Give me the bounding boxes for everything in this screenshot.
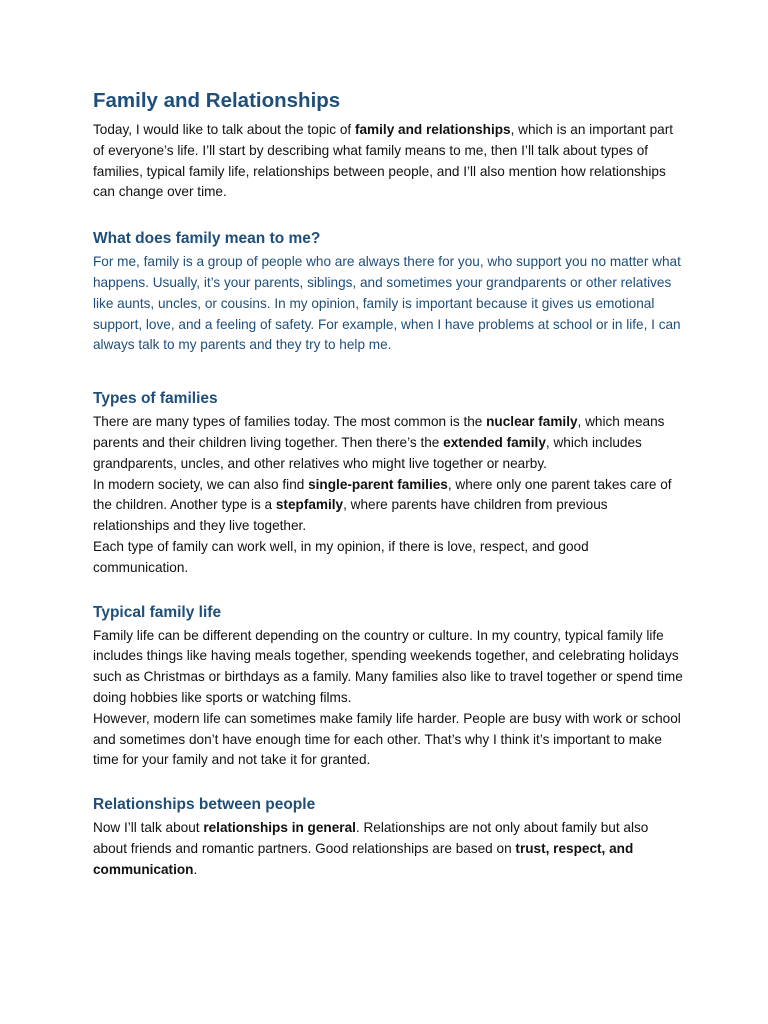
intro-text: Today, I would like to talk about the topic of (93, 122, 355, 137)
trust-respect-communication-term: trust, respect, and communication (93, 840, 634, 877)
single-parent-term: single-parent families (308, 476, 448, 492)
relationships-in-general-term: relationships in general (203, 820, 356, 836)
intro-bold-topic: family and relationships (354, 122, 511, 137)
stepfamily-term: stepfamily (275, 497, 344, 513)
types-text: There are many types of families today. The most common is the (93, 414, 487, 430)
section-heading-types-of-families: Types of families (93, 390, 218, 408)
types-text: , where parents have children from previous relationships and they live together. (93, 497, 608, 534)
intro-text-continued: , which is an important part of everyone’s life. I’ll start by describing what family means to me, then I’ll talk about types of families, typical family life, relationships between people, and I’ll also mention how relationships can change over time. (93, 122, 674, 200)
document-title: Family and Relationships (93, 89, 341, 112)
family-life-paragraph-2: However, modern life can sometimes make family life harder. People are busy with work or school and sometimes don’t have enough time for each other. That’s why I think it’s important to make time for your family and not take it for granted. (93, 710, 681, 768)
types-text: In modern society, we can also find (93, 476, 309, 492)
family-meaning-paragraph: For me, family is a group of people who are always there for you, who support you no matter what happens. Usually, it’s your parents, siblings, and sometimes your grandparents or other relatives like aunts, uncles, or cousins. In my opinion, family is important because it gives us emotional support, love, and a feeling of safety. For example, when I have problems at school or in life, I can always talk to my parents and they try to help me. (93, 254, 681, 353)
types-paragraph-1 (93, 412, 683, 474)
types-paragraph-3: Each type of family can work well, in my opinion, if there is love, respect, and good communication. (93, 538, 589, 575)
relationships-paragraph (93, 818, 683, 880)
document-page (93, 88, 683, 881)
relationships-text: . (193, 861, 198, 877)
section-heading-typical-family-life: Typical family life (93, 603, 222, 621)
family-life-paragraph-1: Family life can be different depending on the country or culture. In my country, typical family life includes things like having meals together, spending weekends together, and celebrating holidays such as Christmas or birthdays as a family. Many families also like to travel together or spend time doing hobbies like sports or watching films. (93, 627, 683, 705)
section-heading-relationships: Relationships between people (93, 796, 316, 814)
extended-family-term: extended family (443, 434, 546, 450)
types-text: , where only one parent takes care of the children. Another type is a (93, 476, 672, 513)
section-heading-family-meaning: What does family mean to me? (93, 230, 321, 248)
relationships-text: Now I’ll talk about (93, 820, 204, 836)
nuclear-family-term: nuclear family (486, 414, 578, 430)
intro-paragraph (93, 120, 683, 203)
types-paragraph-2 (93, 475, 683, 537)
types-text: , which includes grandparents, uncles, and other relatives who might live together or nearby. (93, 434, 642, 471)
relationships-text: . Relationships are not only about family but also about friends and romantic partners. Good relationships are based on (93, 820, 649, 856)
types-text: , which means parents and their children living together. Then there’s the (93, 414, 665, 450)
